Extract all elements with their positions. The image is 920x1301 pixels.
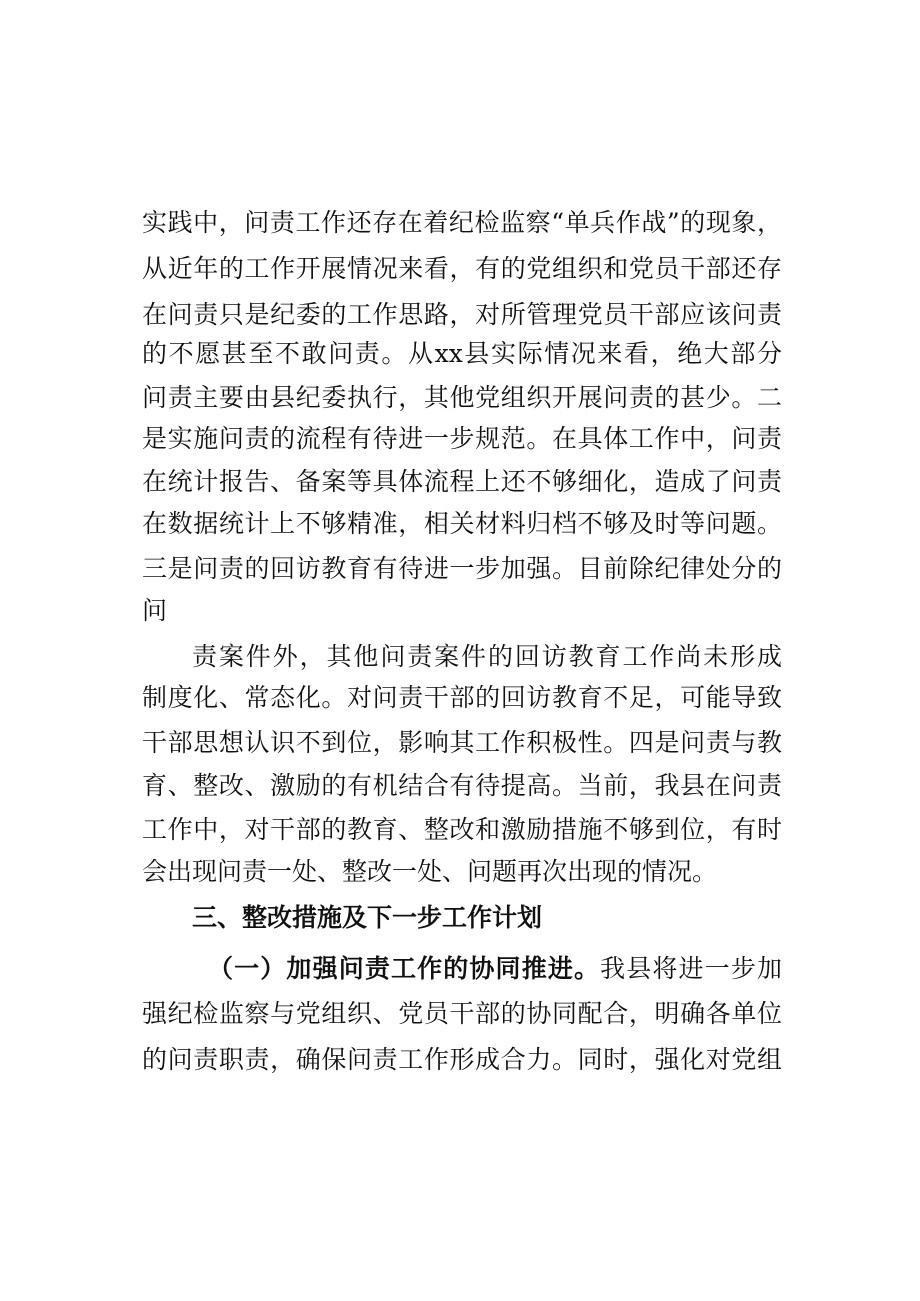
- paragraph-line: 的问责职责，确保问责工作形成合力。同时，强化对党组: [142, 1045, 782, 1074]
- paragraph-line: 会出现问责一处、整改一处、问题再次出现的情况。: [142, 857, 718, 886]
- paragraph-line: 工作中，对干部的教育、整改和激励措施不够到位，有时: [142, 815, 782, 844]
- paragraph-line: 三是问责的回访教育有待进一步加强。目前除纪律处分的: [142, 554, 782, 583]
- paragraph-line: 在数据统计上不够精准，相关材料归档不够及时等问题。: [142, 509, 782, 538]
- paragraph-line: 强纪检监察与党组织、党员干部的协同配合，明确各单位: [142, 999, 782, 1028]
- paragraph-line: 问: [142, 596, 168, 625]
- section-heading: 三、整改措施及下一步工作计划: [192, 903, 543, 932]
- paragraph-line: 的不愿甚至不敢问责。从xx县实际情况来看，绝大部分: [142, 339, 782, 368]
- paragraph-line: 在问责只是纪委的工作思路，对所管理党员干部应该问责: [142, 300, 782, 329]
- subsection-text: 我县将进一步加: [600, 954, 782, 983]
- paragraph-line: 是实施问责的流程有待进一步规范。在具体工作中，问责: [142, 424, 782, 453]
- subsection-title: （一）加强问责工作的协同推进。: [208, 954, 601, 983]
- paragraph-line: 在统计报告、备案等具体流程上还不够细化，造成了问责: [142, 467, 782, 496]
- paragraph-line: 实践中，问责工作还存在着纪检监察“单兵作战”的现象，: [142, 208, 782, 237]
- subsection-line: [208, 954, 782, 984]
- paragraph-line: 从近年的工作开展情况来看，有的党组织和党员干部还存: [142, 254, 782, 283]
- paragraph-line: 责案件外，其他问责案件的回访教育工作尚未形成: [192, 642, 782, 671]
- paragraph-line: 制度化、常态化。对问责干部的回访教育不足，可能导致: [142, 683, 782, 712]
- paragraph-line: 问责主要由县纪委执行，其他党组织开展问责的甚少。二: [142, 383, 782, 412]
- paragraph-line: 育、整改、激励的有机结合有待提高。当前，我县在问责: [142, 771, 782, 800]
- paragraph-line: 干部思想认识不到位，影响其工作积极性。四是问责与教: [142, 728, 782, 757]
